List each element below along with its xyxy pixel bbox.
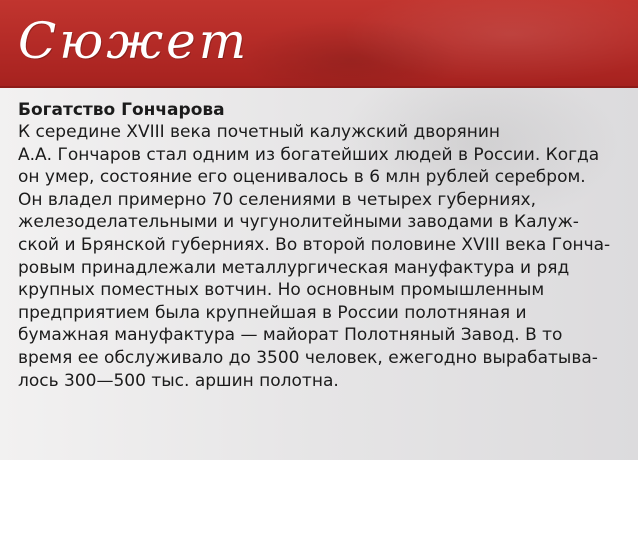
article-body xyxy=(18,121,630,392)
body-line: ской и Брянской губерниях. Во второй половине XVIII века Гонча- xyxy=(18,234,611,255)
body-line: ровым принадлежали металлургическая мануфактура и ряд xyxy=(18,257,570,278)
body-line: крупных поместных вотчин. Но основным промышленным xyxy=(18,280,545,301)
article-heading: Богатство Гончарова xyxy=(18,100,225,120)
article-panel xyxy=(0,88,638,460)
body-line: предприятием была крупнейшая в России полотняная и xyxy=(18,302,527,323)
header-banner xyxy=(0,0,638,88)
body-line: К середине XVIII века почетный калужский дворянин xyxy=(18,122,501,142)
body-line: А.А. Гончаров стал одним из богатейших людей в России. Когда xyxy=(18,144,600,165)
body-line: он умер, состояние его оценивалось в 6 млн рублей серебром. xyxy=(18,167,586,188)
body-line: Он владел примерно 70 селениями в четырех губерниях, xyxy=(18,189,537,210)
body-line: бумажная мануфактура — майорат Полотняный Завод. В то xyxy=(18,325,563,346)
body-line: время ее обслуживало до 3500 человек, ежегодно вырабатыва- xyxy=(18,347,598,368)
banner-title: Сюжет xyxy=(18,12,250,70)
body-line: железоделательными и чугунолитейными заводами в Калуж- xyxy=(18,212,579,233)
body-line: лось 300—500 тыс. аршин полотна. xyxy=(18,370,339,391)
